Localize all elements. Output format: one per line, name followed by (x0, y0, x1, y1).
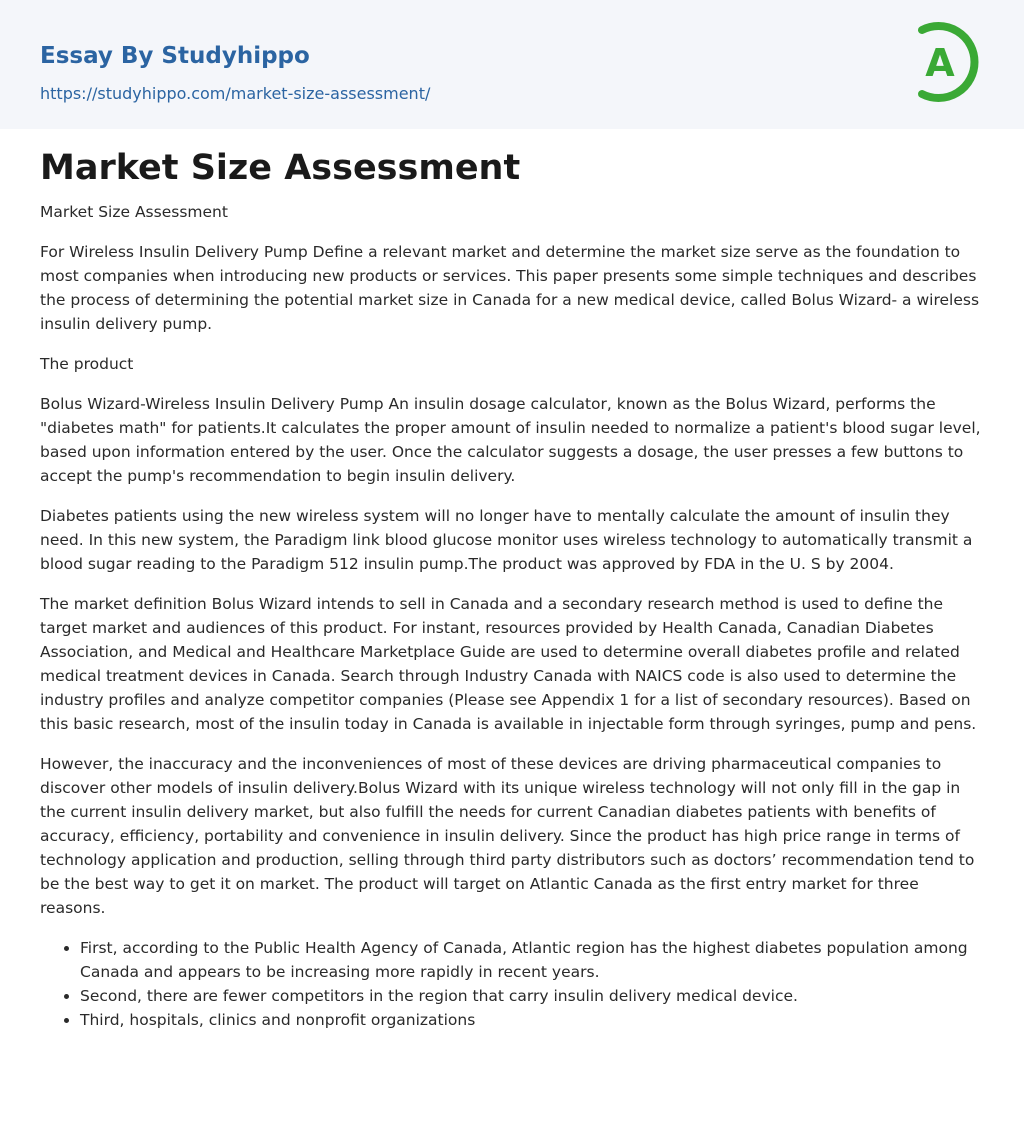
list-item: • Second, there are fewer competitors in the region that carry insulin delivery medical device. (80, 984, 986, 1008)
essay-paragraph: The market definition Bolus Wizard intends to sell in Canada and a secondary research method is used to define the target market and audiences of this product. For instant, resources provided by Health Canada, Canadian Diabetes Association, and Medical and Healthcare Marketplace Guide are used to determine overall diabetes profile and related medical treatment devices in Canada. Search through Industry Canada with NAICS code is also used to determine the industry profiles and analyze competitor companies (Please see Appendix 1 for a list of secondary resources). Based on this basic research, most of the insulin today in Canada is available in injectable form through syringes, pump and pens. (40, 595, 977, 733)
site-brand[interactable]: Essay By Studyhippo (40, 43, 310, 69)
studyhippo-logo[interactable] (906, 18, 988, 106)
essay-paragraph: For Wireless Insulin Delivery Pump Define a relevant market and determine the market size serve as the foundation to most companies when introducing new products or services. This paper presents some simple techniques and describes the process of determining the potential market size in Canada for a new medical device, called Bolus Wizard- a wireless insulin delivery pump. (40, 243, 980, 333)
essay-body (40, 200, 986, 1032)
logo-letter: A (925, 41, 955, 85)
logo-circle-icon (906, 18, 988, 106)
section-heading-product: The product (40, 355, 134, 373)
essay-paragraph: However, the inaccuracy and the inconveniences of most of these devices are driving pharmaceutical companies to discover other models of insulin delivery.Bolus Wizard with its unique wireless technology will not only fill in the gap in the current insulin delivery market, but also fulfill the needs for current Canadian diabetes patients with benefits of accuracy, efficiency, portability and convenience in insulin delivery. Since the product has high price range in terms of technology application and production, selling through third party distributors such as doctors’ recommendation tend to be the best way to get it on market. The product will target on Atlantic Canada as the first entry market for three reasons. (40, 755, 975, 917)
page-url-link[interactable]: https://studyhippo.com/market-size-assessment/ (40, 84, 431, 103)
essay-paragraph: Bolus Wizard-Wireless Insulin Delivery Pump An insulin dosage calculator, known as the Bolus Wizard, performs the "diabetes math" for patients.It calculates the proper amount of insulin needed to normalize a patient's blood sugar level, based upon information entered by the user. Once the calculator suggests a dosage, the user presses a few buttons to accept the pump's recommendation to begin insulin delivery. (40, 395, 981, 485)
essay-subtitle: Market Size Assessment (40, 203, 228, 221)
page-title: Market Size Assessment (40, 148, 521, 188)
list-item: • First, according to the Public Health Agency of Canada, Atlantic region has the highest diabetes population among Canada and appears to be increasing more rapidly in recent years. (80, 936, 986, 984)
reasons-list (40, 936, 986, 1032)
list-item: • Third, hospitals, clinics and nonprofit organizations (80, 1008, 986, 1032)
essay-paragraph: Diabetes patients using the new wireless system will no longer have to mentally calculate the amount of insulin they need. In this new system, the Paradigm link blood glucose monitor uses wireless technology to automatically transmit a blood sugar reading to the Paradigm 512 insulin pump.The product was approved by FDA in the U. S by 2004. (40, 507, 973, 573)
